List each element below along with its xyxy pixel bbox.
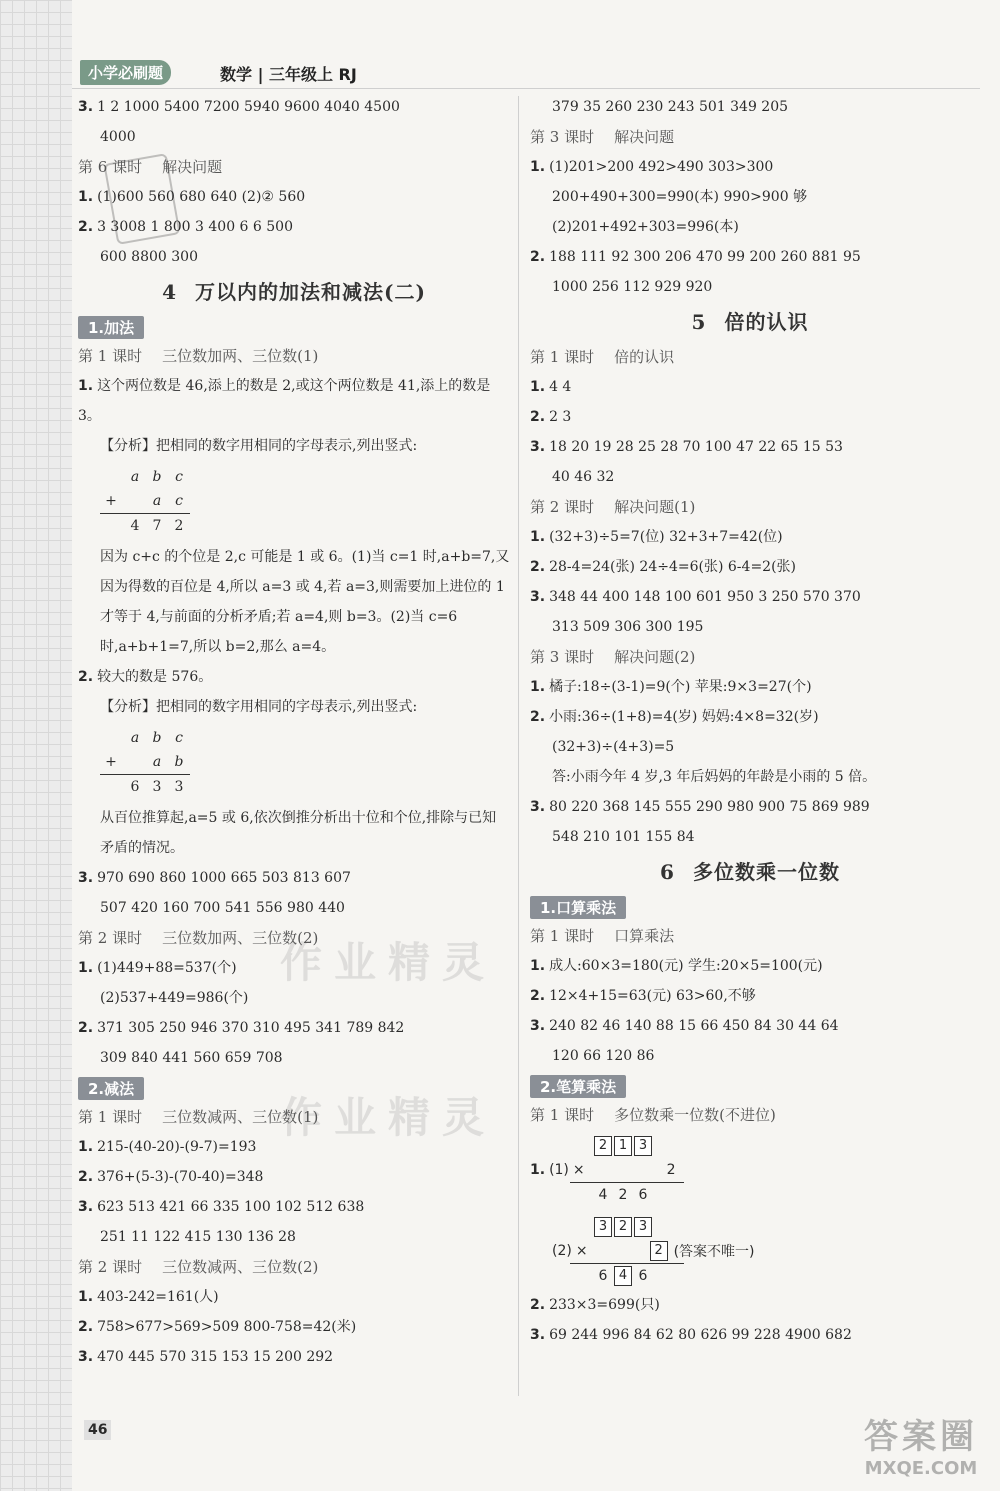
vertical-multiplication-1: 2 1 3 1. (1) × 2 4 2 6 xyxy=(530,1134,970,1207)
lesson-heading: 第 1 课时 多位数乘一位数(不进位) xyxy=(530,1106,776,1124)
vertical-multiplication-2: 3 2 3 (2) × 2 (答案不唯一) 6 4 6 xyxy=(530,1215,970,1288)
answer-line: 3. 69 244 996 84 62 80 626 99 228 4900 682 xyxy=(530,1327,852,1343)
answer-line: 1. (1)449+88=537(个) xyxy=(78,960,237,976)
answer-line: (2)537+449=986(个) xyxy=(100,990,249,1006)
lesson-heading: 第 2 课时 三位数减两、三位数(2) xyxy=(78,1258,319,1276)
answer-line: 2. 758>677>569>509 800-758=42(米) xyxy=(78,1319,357,1335)
answer-line: 200+490+300=990(本) 990>900 够 xyxy=(552,189,808,205)
answer-line: 1. 4 4 xyxy=(530,379,572,395)
answer-line: 2. 371 305 250 946 370 310 495 341 789 842 xyxy=(78,1020,405,1036)
answer-line: 548 210 101 155 84 xyxy=(552,829,695,845)
watermark-text-2: 作业精灵 xyxy=(280,1093,497,1142)
column-divider xyxy=(518,96,519,1396)
left-column xyxy=(78,92,510,1372)
lesson-heading: 第 6 课时 解决问题 xyxy=(78,158,223,176)
answer-line: 2. 较大的数是 576。 xyxy=(78,669,213,685)
corner-watermark: 答案圈 MXQE.COM xyxy=(864,1417,978,1479)
lesson-heading: 第 3 课时 解决问题(2) xyxy=(530,648,696,666)
answer-line: 3. 1 2 1000 5400 7200 5940 9600 4040 4500 xyxy=(78,99,400,115)
answer-line: 1. (1)201>200 492>490 303>300 xyxy=(530,159,774,175)
section-tag: 1.加法 xyxy=(78,316,144,339)
lesson-heading: 第 1 课时 三位数减两、三位数(1) xyxy=(78,1108,319,1126)
brand-label: 小学必刷题 xyxy=(80,60,171,85)
section-tag: 2.笔算乘法 xyxy=(530,1075,626,1098)
answer-line: 1. (1)600 560 680 640 (2)② 560 xyxy=(78,189,306,205)
answer-line: 2. 28-4=24(张) 24÷4=6(张) 6-4=2(张) xyxy=(530,559,797,575)
answer-line: 379 35 260 230 243 501 349 205 xyxy=(552,99,789,115)
answer-line: 507 420 160 700 541 556 980 440 xyxy=(100,900,345,916)
answer-line: (32+3)÷(4+3)=5 xyxy=(552,739,675,755)
chapter-title: 6 多位数乘一位数 xyxy=(660,860,840,884)
answer-line: 1. 215-(40-20)-(9-7)=193 xyxy=(78,1139,257,1155)
answer-line: 1. 403-242=161(人) xyxy=(78,1289,219,1305)
answer-line: 1. (32+3)÷5=7(位) 32+3+7=42(位) xyxy=(530,529,783,545)
analysis-line: 【分析】把相同的数字用相同的字母表示,列出竖式: xyxy=(100,438,418,454)
answer-line: 3. 18 20 19 28 25 28 70 100 47 22 65 15 53 xyxy=(530,439,843,455)
answer-line: 4000 xyxy=(100,129,136,145)
lesson-heading: 第 2 课时 三位数加两、三位数(2) xyxy=(78,929,319,947)
answer-line: 3. 970 690 860 1000 665 503 813 607 xyxy=(78,870,351,886)
answer-line: 1000 256 112 929 920 xyxy=(552,279,713,295)
answer-line: 2. 188 111 92 300 206 470 99 200 260 881 95 xyxy=(530,249,861,265)
answer-line: 1. 橘子:18÷(3-1)=9(个) 苹果:9×3=27(个) xyxy=(530,679,812,695)
answer-line: 1. 这个两位数是 46,添上的数是 2,或这个两位数是 41,添上的数是 3。 xyxy=(78,378,491,424)
lesson-heading: 第 1 课时 倍的认识 xyxy=(530,348,675,366)
answer-line: 2. 376+(5-3)-(70-40)=348 xyxy=(78,1169,264,1185)
answer-line: 40 46 32 xyxy=(552,469,615,485)
section-tag: 2.减法 xyxy=(78,1077,144,1100)
lesson-heading: 第 2 课时 解决问题(1) xyxy=(530,498,696,516)
answer-line: 3. 348 44 400 148 100 601 950 3 250 570 370 xyxy=(530,589,861,605)
right-column xyxy=(530,92,970,1350)
answer-line: 2. 12×4+15=63(元) 63>60,不够 xyxy=(530,988,756,1004)
page-number: 46 xyxy=(84,1420,111,1440)
grid-side-strip xyxy=(0,0,72,1491)
analysis-paragraph: 从百位推算起,a=5 或 6,依次倒推分析出十位和个位,排除与已知矛盾的情况。 xyxy=(100,810,497,856)
vertical-addition-2: a b c + a b 6 3 3 xyxy=(100,726,190,799)
answer-line: 600 8800 300 xyxy=(100,249,198,265)
analysis-paragraph: 因为 c+c 的个位是 2,c 可能是 1 或 6。(1)当 c=1 时,a+b=7,又因为得数的百位是 4,所以 a=3 或 4,若 a=3,则需要加上进位的 1 才等于 4,与前面的分析矛盾;若 a=4,则 b=3。(2)当 c=6 时,a+b+1=7,所以 b=2,那么 a=4。 xyxy=(100,549,510,655)
answer-line: 2. 小雨:36÷(1+8)=4(岁) 妈妈:4×8=32(岁) xyxy=(530,709,819,725)
answer-line: 3. 470 445 570 315 153 15 200 292 xyxy=(78,1349,334,1365)
lesson-heading: 第 1 课时 三位数加两、三位数(1) xyxy=(78,347,319,365)
answer-line: 3. 80 220 368 145 555 290 980 900 75 869 989 xyxy=(530,799,870,815)
page-header xyxy=(72,58,980,89)
subject-label: 数学 | 三年级上 RJ xyxy=(220,65,357,84)
answer-line: 1. 成人:60×3=180(元) 学生:20×5=100(元) xyxy=(530,958,823,974)
answer-line: 313 509 306 300 195 xyxy=(552,619,704,635)
answer-line: 3. 240 82 46 140 88 15 66 450 84 30 44 64 xyxy=(530,1018,839,1034)
section-tag: 1.口算乘法 xyxy=(530,896,626,919)
answer-line: 3. 623 513 421 66 335 100 102 512 638 xyxy=(78,1199,365,1215)
vertical-addition-1: a b c + a c 4 7 2 xyxy=(100,465,190,538)
answer-line: 2. 3 3008 1 800 3 400 6 6 500 xyxy=(78,219,293,235)
answer-line: 120 66 120 86 xyxy=(552,1048,655,1064)
lesson-heading: 第 1 课时 口算乘法 xyxy=(530,927,675,945)
answer-line: 2. 2 3 xyxy=(530,409,572,425)
watermark-text-1: 作业精灵 xyxy=(280,938,497,987)
answer-line: 答:小雨今年 4 岁,3 年后妈妈的年龄是小雨的 5 倍。 xyxy=(552,769,877,785)
analysis-line: 【分析】把相同的数字用相同的字母表示,列出竖式: xyxy=(100,699,418,715)
answer-line: 251 11 122 415 130 136 28 xyxy=(100,1229,296,1245)
chapter-title: 4 万以内的加法和减法(二) xyxy=(162,280,426,304)
answer-line: 309 840 441 560 659 708 xyxy=(100,1050,283,1066)
answer-line: (2)201+492+303=996(本) xyxy=(552,219,739,235)
lesson-heading: 第 3 课时 解决问题 xyxy=(530,128,675,146)
answer-line: 2. 233×3=699(只) xyxy=(530,1297,660,1313)
chapter-title: 5 倍的认识 xyxy=(691,310,809,334)
